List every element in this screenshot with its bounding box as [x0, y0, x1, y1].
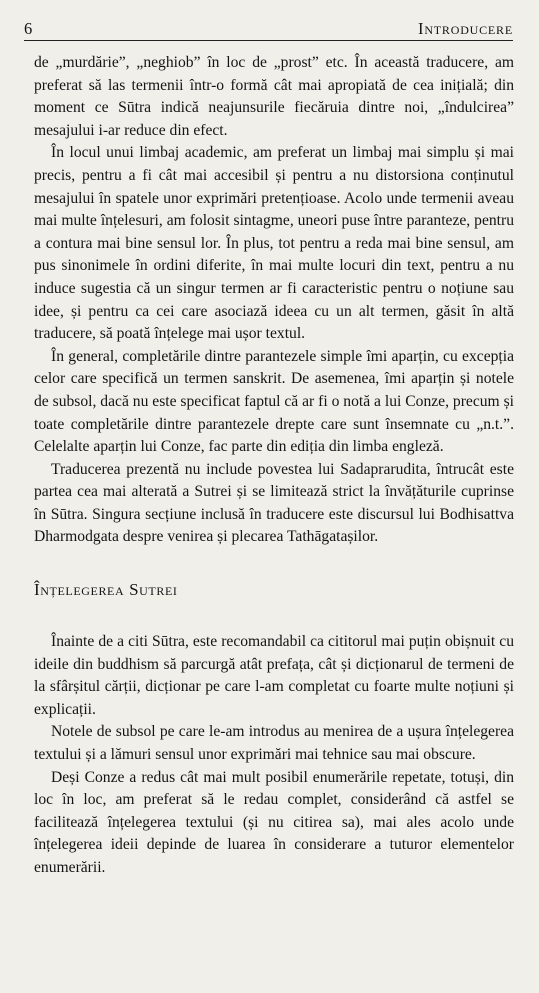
paragraph: Notele de subsol pe care le-am introdus au menirea de a ușura înțelegerea textului și a lămuri sensul unor exprimări mai tehnice sau mai obscure. — [34, 723, 514, 764]
paragraph: În general, completările dintre parantezele simple îmi aparțin, cu excepția celor care specifică un termen sanskrit. De asemenea, îmi aparțin și notele de subsol, dacă nu este specificat faptul că ar fi o notă a lui Conze, precum și toate completările dintre parantezele drepte care sunt însemnate cu „n.t.”. Celelalte aparțin lui Conze, fac parte din ediția din limba engleză. — [34, 347, 514, 456]
page-number: 6 — [24, 19, 33, 38]
section-heading: Înțelegerea Sutrei — [34, 580, 178, 600]
running-title: Introducere — [418, 19, 513, 38]
running-header — [24, 16, 513, 41]
paragraph: În locul unui limbaj academic, am preferat un limbaj mai simplu și mai precis, pentru a fi cât mai accesibil și pentru a nu distorsiona conținutul mesajului în spatele unor exprimări pretențioase. Acolo unde termenii aveau mai multe înțelesuri, am folosit sintagme, uneori puse între paranteze, pentru a contura mai bine sensul lor. În plus, tot pentru a reda mai bine sensul, am pus sinonimele în ordini diferite, în mai multe locuri din text, pentru a nu induce sugestia că un singur termen ar fi caracteristic pentru o noțiune sau idee, și pentru ca cei care asociază ideea cu un alt termen, găsit în altă traducere, să poată înțelege mai ușor textul. — [34, 144, 514, 343]
paragraph: Înainte de a citi Sūtra, este recomandabil ca cititorul mai puțin obișnuit cu ideile din buddhism să parcurgă atât prefața, cât și dicționarul de termeni de la sfârșitul cărții, dicționar pe care l-am completat cu foarte multe noțiuni și explicații. — [34, 633, 514, 718]
paragraph: de „murdărie”, „neghiob” în loc de „prost” etc. În această traducere, am preferat să las termenii într-o formă cât mai apropiată de cea inițială; din moment ce Sūtra indică neajunsurile fiecăruia dintre noi, „îndulcirea” mesajului i-ar reduce din efect. — [34, 54, 514, 139]
paragraph: Traducerea prezentă nu include povestea lui Sadaprarudita, întrucât este partea cea mai alterată a Sutrei și se limitează strict la învățăturile cuprinse în Sūtra. Singura secțiune inclusă în traducere este discursul lui Bodhisattva Dharmodgata despre venirea și plecarea Tathāgatașilor. — [34, 460, 514, 546]
page-body — [34, 52, 514, 880]
paragraph: Deși Conze a redus cât mai mult posibil enumerările repetate, totuși, din loc în loc, am preferat să le redau complet, considerând că astfel se facilitează înțelegerea textului (și nu citirea sa), mai ales acolo unde înțelegerea ideii depinde de luarea în considerare a tuturor elementelor enumerării. — [34, 768, 514, 876]
